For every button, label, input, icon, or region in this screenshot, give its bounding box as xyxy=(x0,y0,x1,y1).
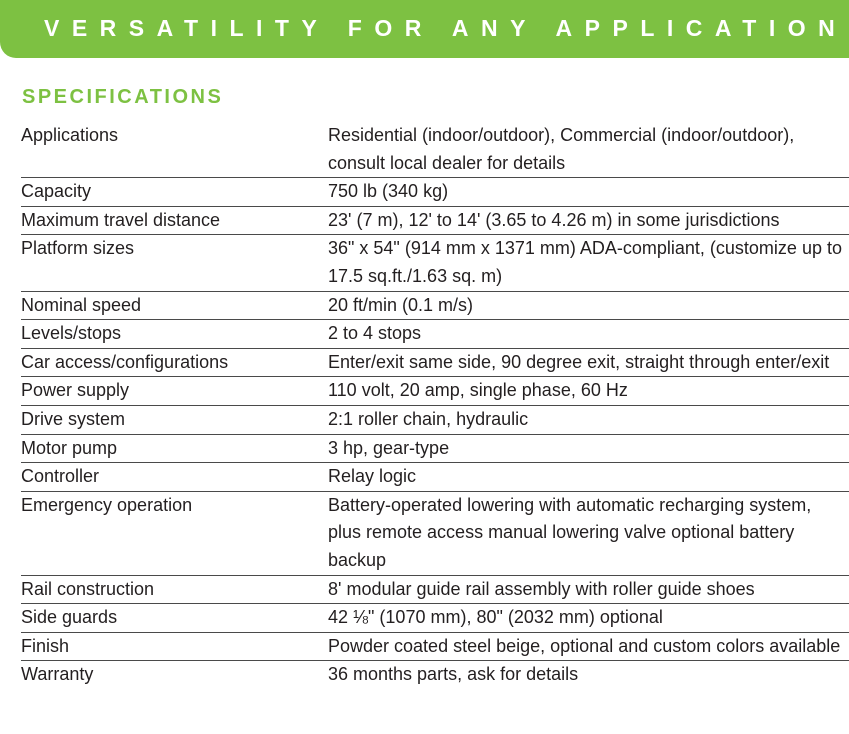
spec-value: 23' (7 m), 12' to 14' (3.65 to 4.26 m) in some jurisdictions xyxy=(328,209,780,230)
spec-row-power-supply xyxy=(21,377,849,406)
spec-row-platform-sizes xyxy=(21,235,849,291)
spec-row-nominal-speed xyxy=(21,291,849,320)
spec-row-rail-construction xyxy=(21,575,849,604)
specifications-heading: SPECIFICATIONS xyxy=(22,86,224,108)
spec-row-capacity xyxy=(21,178,849,207)
spec-value: 42 ⅛" (1070 mm), 80" (2032 mm) optional xyxy=(328,607,663,628)
spec-value: 8' modular guide rail assembly with roller guide shoes xyxy=(328,578,755,599)
spec-label: Nominal speed xyxy=(21,294,142,315)
spec-row-controller xyxy=(21,463,849,492)
spec-row-applications xyxy=(21,122,849,178)
spec-value: 3 hp, gear-type xyxy=(328,437,450,458)
spec-label: Maximum travel distance xyxy=(21,209,221,230)
spec-value: 36 months parts, ask for details xyxy=(328,664,579,685)
spec-value: Powder coated steel beige, optional and custom colors available xyxy=(328,635,841,656)
spec-label: Power supply xyxy=(21,380,130,401)
spec-row-car-access xyxy=(21,348,849,377)
spec-label: Capacity xyxy=(21,181,92,202)
spec-label: Drive system xyxy=(21,408,126,429)
spec-label: Motor pump xyxy=(21,437,118,458)
spec-label: Finish xyxy=(21,635,70,656)
spec-value: 2:1 roller chain, hydraulic xyxy=(328,408,529,429)
spec-row-levels-stops xyxy=(21,320,849,349)
spec-value: Battery-operated lowering with automatic recharging system, plus remote access manual lowering valve optional battery backup xyxy=(328,494,812,570)
spec-row-emergency-operation xyxy=(21,491,849,575)
spec-label: Controller xyxy=(21,466,100,487)
spec-value: Enter/exit same side, 90 degree exit, straight through enter/exit xyxy=(328,351,830,372)
spec-value: Residential (indoor/outdoor), Commercial (indoor/outdoor), consult local dealer for details xyxy=(328,125,795,173)
spec-value: 110 volt, 20 amp, single phase, 60 Hz xyxy=(328,380,628,401)
spec-row-motor-pump xyxy=(21,434,849,463)
spec-value: Relay logic xyxy=(328,466,417,487)
spec-value: 36" x 54" (914 mm x 1371 mm) ADA-compliant, (customize up to 17.5 sq.ft./1.63 sq. m) xyxy=(328,238,842,286)
spec-row-side-guards xyxy=(21,604,849,633)
spec-label: Rail construction xyxy=(21,578,155,599)
spec-label: Levels/stops xyxy=(21,323,122,344)
spec-label: Platform sizes xyxy=(21,238,135,259)
spec-label: Applications xyxy=(21,125,119,145)
spec-value: 20 ft/min (0.1 m/s) xyxy=(328,294,474,315)
spec-label: Emergency operation xyxy=(21,494,193,515)
spec-value: 2 to 4 stops xyxy=(328,323,422,344)
specifications-table xyxy=(21,122,849,689)
section-banner xyxy=(0,0,849,58)
spec-row-travel-distance xyxy=(21,206,849,235)
spec-label: Car access/configurations xyxy=(21,351,229,372)
spec-label: Side guards xyxy=(21,607,118,628)
spec-row-drive-system xyxy=(21,405,849,434)
banner-title: VERSATILITY FOR ANY APPLICATION xyxy=(44,14,848,41)
spec-value: 750 lb (340 kg) xyxy=(328,181,449,202)
spec-row-warranty xyxy=(21,661,849,689)
spec-row-finish xyxy=(21,632,849,661)
spec-label: Warranty xyxy=(21,664,94,685)
